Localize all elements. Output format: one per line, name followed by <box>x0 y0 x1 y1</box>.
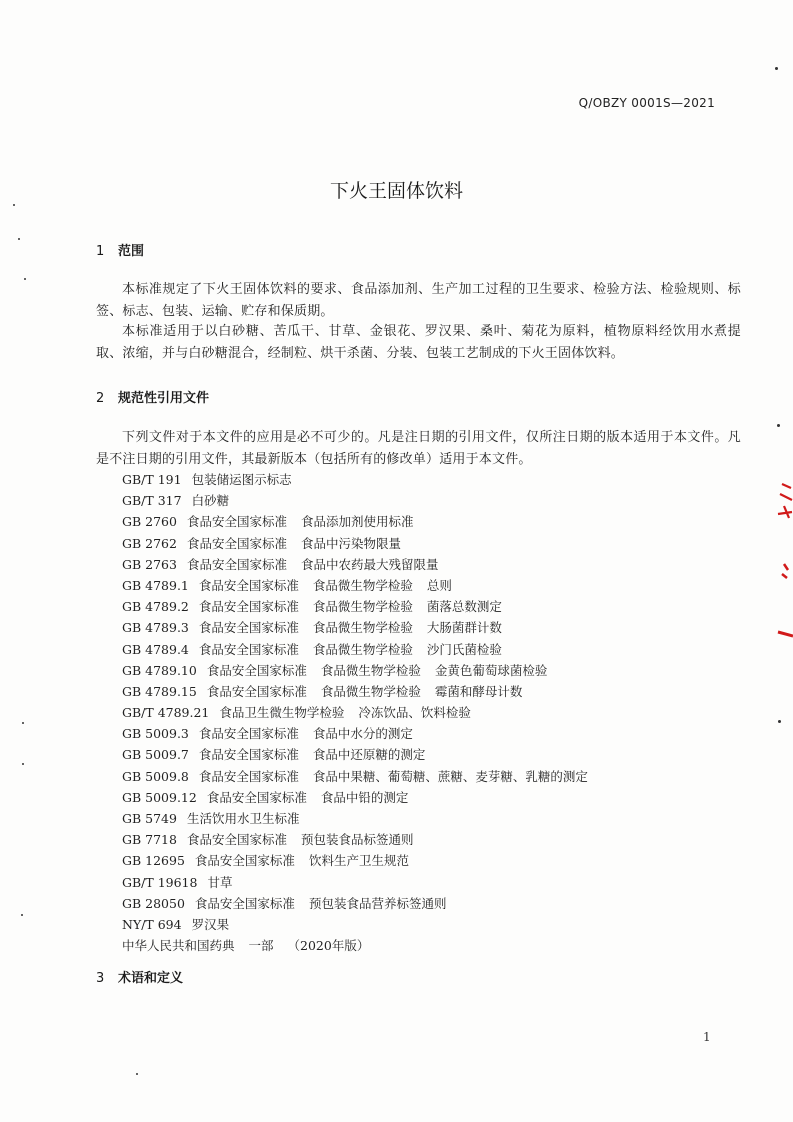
reference-code: GB 5009.8 <box>122 768 189 784</box>
document-title: 下火王固体饮料 <box>329 180 463 202</box>
reference-item <box>122 533 602 554</box>
reference-item <box>122 872 602 893</box>
reference-title-part: 饮料生产卫生规范 <box>308 853 409 869</box>
reference-title-part: 预包装食品营养标签通则 <box>308 895 447 911</box>
red-stamp-edge-mark <box>762 478 793 658</box>
reference-title-part: 食品中污染物限量 <box>300 535 401 551</box>
reference-title-part: 预包装食品标签通则 <box>300 832 414 848</box>
reference-item <box>122 744 602 765</box>
reference-title-part: 甘草 <box>207 874 233 890</box>
reference-item <box>122 490 602 511</box>
reference-title-part: 食品安全国家标准 <box>198 620 299 636</box>
reference-item <box>122 617 602 638</box>
reference-title-part: 食品安全国家标准 <box>206 789 307 805</box>
reference-code: NY/T 694 <box>122 916 182 932</box>
reference-title-part: 食品安全国家标准 <box>186 535 287 551</box>
reference-item <box>122 511 602 532</box>
reference-title-part: 食品安全国家标准 <box>186 832 287 848</box>
reference-title-part: 食品中铅的测定 <box>320 789 409 805</box>
reference-code: GB 5009.3 <box>122 726 189 742</box>
reference-code: GB 4789.4 <box>122 641 189 657</box>
reference-code: GB 5009.12 <box>122 789 197 805</box>
section-3-heading <box>96 967 183 986</box>
reference-title-part: 食品安全国家标准 <box>194 895 295 911</box>
scan-speck <box>775 67 778 70</box>
scan-speck <box>24 278 26 280</box>
section-number: 3 <box>96 971 105 986</box>
reference-code: GB 5009.7 <box>122 747 189 763</box>
reference-title-part: 生活饮用水卫生标准 <box>186 811 300 826</box>
reference-code: GB/T 191 <box>122 472 182 487</box>
section-title: 范围 <box>118 244 145 259</box>
section-number: 1 <box>96 244 105 259</box>
reference-code: GB 4789.10 <box>122 662 197 678</box>
normative-references-list <box>122 469 602 956</box>
reference-code: GB 4789.1 <box>122 577 189 593</box>
reference-title-part: 食品中果糖、葡萄糖、蔗糖、麦芽糖、乳糖的测定 <box>312 768 588 784</box>
scan-speck <box>22 763 24 765</box>
reference-item <box>122 702 602 723</box>
reference-code: GB 4789.2 <box>122 599 189 615</box>
reference-item <box>122 639 602 660</box>
reference-title-part: 食品中水分的测定 <box>312 726 413 742</box>
reference-title-part: 食品安全国家标准 <box>198 768 299 784</box>
reference-title-part: 冷冻饮品、饮料检验 <box>358 705 471 721</box>
scan-speck <box>13 204 15 206</box>
reference-item <box>122 850 602 871</box>
reference-title-part: 白砂糖 <box>191 493 230 509</box>
scan-speck <box>22 722 24 724</box>
reference-title-part: 包装储运图示标志 <box>191 472 292 487</box>
standard-code: Q/OBZY 0001S—2021 <box>578 96 715 110</box>
reference-code: GB/T 317 <box>122 493 182 509</box>
reference-title-part: 总则 <box>426 577 452 593</box>
section-2-heading <box>96 387 209 406</box>
reference-title-part: 食品安全国家标准 <box>206 662 307 678</box>
reference-item <box>122 681 602 702</box>
reference-code: GB 4789.15 <box>122 683 197 699</box>
reference-title-part: 食品安全国家标准 <box>198 747 299 763</box>
reference-code: GB 2760 <box>122 514 177 530</box>
reference-title-part: 食品微生物学检验 <box>312 620 413 636</box>
reference-title-part: 食品安全国家标准 <box>194 853 295 869</box>
reference-title-part: 霉菌和酵母计数 <box>434 683 523 699</box>
section-number: 2 <box>96 391 105 406</box>
reference-title-part: 食品添加剂使用标准 <box>300 514 414 530</box>
reference-title-part: 食品安全国家标准 <box>198 599 299 615</box>
reference-title-part: 食品中还原糖的测定 <box>312 747 426 763</box>
reference-item <box>122 893 602 914</box>
reference-item <box>122 935 602 956</box>
scan-speck <box>136 1073 138 1075</box>
reference-item <box>122 787 602 808</box>
reference-title-part: 食品安全国家标准 <box>198 577 299 593</box>
section-2-paragraph-1: 下列文件对于本文件的应用是必不可少的。凡是注日期的引用文件，仅所注日期的版本适用于本文件。凡是不注日期的引用文件，其最新版本（包括所有的修改单）适用于本文件。 <box>96 430 741 467</box>
reference-item <box>122 766 602 787</box>
reference-title-part: 食品安全国家标准 <box>198 726 299 742</box>
page-number: 1 <box>703 1030 711 1044</box>
reference-title-part: 罗汉果 <box>191 916 230 932</box>
reference-title-part: 沙门氏菌检验 <box>426 641 502 657</box>
section-1-paragraph-2: 本标准适用于以白砂糖、苦瓜干、甘草、金银花、罗汉果、桑叶、菊花为原料，植物原料经饮用水煮提取、浓缩，并与白砂糖混合，经制粒、烘干杀菌、分装、包装工艺制成的下火王固体饮料。 <box>96 324 741 361</box>
reference-title-part: 金黄色葡萄球菌检验 <box>434 662 548 678</box>
reference-code: GB/T 19618 <box>122 874 198 890</box>
reference-item <box>122 575 602 596</box>
reference-title-part: 食品安全国家标准 <box>206 683 307 699</box>
scan-speck <box>21 914 23 916</box>
reference-item <box>122 469 602 490</box>
reference-title-part: 大肠菌群计数 <box>426 620 502 636</box>
reference-item <box>122 914 602 935</box>
scan-speck <box>778 720 781 723</box>
reference-item <box>122 596 602 617</box>
reference-title-part: 食品安全国家标准 <box>198 641 299 657</box>
reference-code: GB 2762 <box>122 535 177 551</box>
reference-code: GB 2763 <box>122 556 177 572</box>
section-title: 规范性引用文件 <box>118 391 210 406</box>
reference-item <box>122 829 602 850</box>
reference-title-part: 一部 <box>248 938 274 954</box>
reference-code: GB 4789.3 <box>122 620 189 636</box>
section-1-paragraph-1: 本标准规定了下火王固体饮料的要求、食品添加剂、生产加工过程的卫生要求、检验方法、检验规则、标签、标志、包装、运输、贮存和保质期。 <box>96 282 741 319</box>
reference-title-part: 菌落总数测定 <box>426 599 502 615</box>
reference-code: GB 5749 <box>122 811 177 826</box>
scan-speck <box>777 424 780 427</box>
reference-title-part: 食品安全国家标准 <box>186 514 287 530</box>
reference-title-part: 中华人民共和国药典 <box>122 938 235 954</box>
reference-title-part: 食品微生物学检验 <box>320 662 421 678</box>
reference-title-part: 食品微生物学检验 <box>312 577 413 593</box>
reference-item <box>122 554 602 575</box>
section-title: 术语和定义 <box>118 971 184 986</box>
reference-code: GB 28050 <box>122 895 185 911</box>
reference-code: GB/T 4789.21 <box>122 705 210 721</box>
reference-title-part: 食品微生物学检验 <box>312 641 413 657</box>
reference-title-part: 食品微生物学检验 <box>312 599 413 615</box>
reference-title-part: 食品卫生微生物学检验 <box>219 705 345 721</box>
scan-speck <box>18 238 20 240</box>
reference-code: GB 7718 <box>122 832 177 848</box>
reference-item <box>122 660 602 681</box>
reference-title-part: 食品微生物学检验 <box>320 683 421 699</box>
reference-item <box>122 723 602 744</box>
reference-code: GB 12695 <box>122 853 185 869</box>
section-1-heading <box>96 240 144 259</box>
reference-title-part: （2020年版） <box>287 938 370 954</box>
reference-title-part: 食品安全国家标准 <box>186 556 287 572</box>
reference-item <box>122 808 602 829</box>
reference-title-part: 食品中农药最大残留限量 <box>300 556 439 572</box>
